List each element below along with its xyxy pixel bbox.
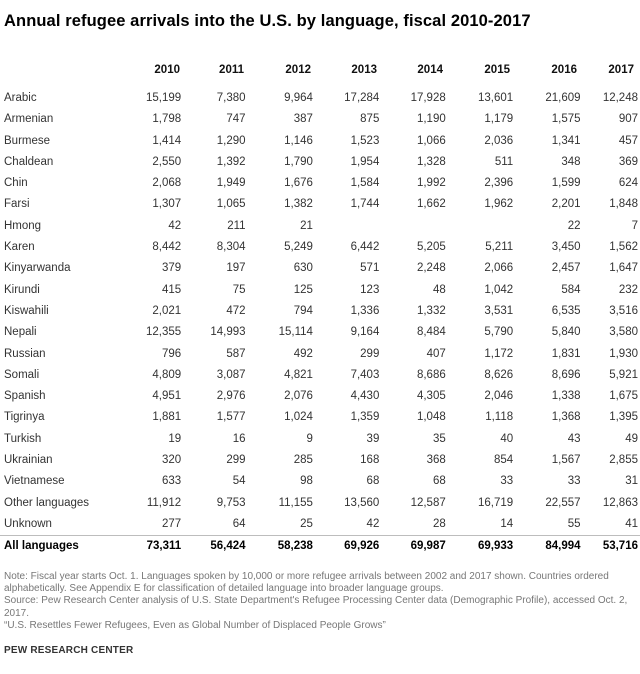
table-cell: 584: [561, 283, 581, 296]
brand-logo-text: PEW RESEARCH CENTER: [4, 645, 134, 656]
table-cell: 1,332: [416, 304, 446, 317]
table-cell: 1,675: [609, 390, 638, 403]
table-cell: 13,560: [344, 496, 380, 509]
table-cell: 1,562: [609, 241, 638, 254]
table-cell: 1,414: [152, 134, 182, 147]
table-cell: 1,848: [609, 198, 638, 211]
table-cell: 1,190: [416, 113, 446, 126]
table-cell: 1,066: [416, 134, 446, 147]
table-cell: 1,584: [350, 177, 380, 190]
column-header-2013: 2013: [351, 64, 377, 76]
table-cell: 9,964: [284, 92, 313, 104]
table-row: [0, 280, 640, 301]
table-cell: 571: [360, 262, 380, 275]
table-cell: 14: [500, 517, 514, 530]
table-cell: 1,954: [350, 155, 380, 168]
table-cell: [448, 216, 515, 237]
table-cell: 15,114: [278, 326, 313, 339]
table-cell: 2,976: [216, 390, 246, 403]
table-cell: 28: [432, 517, 446, 530]
table-row: [0, 258, 640, 279]
table-row: [0, 194, 640, 215]
table-row: [0, 493, 640, 514]
table-cell: 1,341: [551, 134, 581, 147]
row-label: Armenian: [4, 113, 54, 126]
table-cell: 48: [432, 283, 446, 296]
source-text: Source: Pew Research Center analysis of U.S. State Department's Refugee Processing Center data (Demographic Profile), accessed Oct. 2, 2017.: [4, 595, 628, 619]
table-cell: 2,068: [152, 177, 182, 190]
table-cell: 1,307: [152, 198, 182, 211]
table-cell: 123: [360, 283, 380, 296]
table-cell: 197: [226, 262, 246, 275]
table-row: [0, 407, 640, 428]
note-text: Note: Fiscal year starts Oct. 1. Languages spoken by 10,000 or more refugee arrivals between 2002 and 2017 shown. Countries ordered alphabetically. See Appendix E for classification of detailed language into broader language groups.: [4, 571, 609, 595]
table-cell: 13,601: [477, 92, 514, 104]
table-row: [0, 344, 640, 365]
table-row: [0, 365, 640, 386]
table-cell: 12,863: [602, 496, 638, 509]
table-cell: 4,951: [152, 390, 182, 403]
table-cell: 299: [226, 454, 246, 467]
table-cell: 5,840: [551, 326, 581, 339]
table-cell: 1,338: [551, 390, 581, 403]
table-cell: 3,516: [609, 304, 638, 317]
table-cell: 320: [161, 454, 182, 467]
table-row: [0, 386, 640, 407]
table-cell: 796: [161, 347, 182, 360]
table-cell: 2,076: [284, 390, 313, 403]
table-cell: 1,676: [284, 177, 313, 190]
row-label: Hmong: [4, 219, 42, 232]
table-cell: 39: [366, 432, 380, 445]
table-cell: 64: [232, 517, 246, 530]
table-cell: 4,809: [152, 368, 182, 381]
table-cell: 1,172: [484, 347, 514, 360]
table-cell: 9,753: [216, 496, 246, 509]
table-cell: 35: [432, 432, 446, 445]
table-row: [0, 322, 640, 343]
table-cell: 1,290: [216, 134, 246, 147]
table-cell: 407: [426, 347, 446, 360]
table-cell: 1,790: [284, 155, 313, 168]
table-cell: 1,042: [484, 283, 514, 296]
table-cell: 8,626: [484, 368, 514, 381]
table-cell: 7: [631, 219, 638, 232]
column-header-2016: 2016: [551, 64, 577, 76]
table-cell: 387: [293, 113, 313, 126]
table-cell: 21,609: [545, 92, 581, 104]
row-label: Russian: [4, 347, 46, 360]
table-cell: 8,686: [416, 368, 446, 381]
row-label: Burmese: [4, 134, 51, 147]
table-cell: 17,284: [344, 92, 380, 104]
table-cell: 19: [168, 432, 182, 445]
table-cell: 6,442: [350, 241, 380, 254]
table-cell: 7,380: [216, 92, 246, 104]
table-cell: 84,994: [515, 536, 582, 558]
table-row: [0, 237, 640, 258]
row-label: Chaldean: [4, 155, 54, 168]
table-cell: 457: [618, 134, 638, 147]
table-cell: 1,744: [350, 198, 380, 211]
row-label: Farsi: [4, 198, 30, 211]
table-cell: 875: [360, 113, 380, 126]
table-cell: 49: [625, 432, 638, 445]
table-cell: 587: [226, 347, 246, 360]
table-cell: 1,647: [609, 262, 638, 275]
table-cell: 630: [293, 262, 313, 275]
table-cell: 8,304: [216, 241, 246, 254]
table-cell: 2,021: [152, 304, 182, 317]
table-cell: 794: [293, 304, 313, 317]
table-cell: 25: [300, 517, 313, 530]
table-cell: 12,248: [602, 92, 638, 104]
table-cell: 1,962: [484, 198, 514, 211]
table-cell: 5,249: [284, 241, 313, 254]
table-cell: 1,146: [284, 134, 313, 147]
row-label: Unknown: [4, 517, 52, 530]
table-cell: 68: [432, 475, 446, 488]
table-cell: 3,531: [484, 304, 514, 317]
row-label: All languages: [0, 536, 123, 558]
table-cell: 4,430: [350, 390, 380, 403]
table-cell: 55: [567, 517, 581, 530]
table-row: [0, 88, 640, 109]
column-header-2012: 2012: [285, 64, 311, 76]
column-header-2010: 2010: [154, 64, 180, 76]
row-label: Karen: [4, 241, 35, 254]
table-cell: 1,118: [485, 411, 514, 424]
table-cell: 1,382: [284, 198, 313, 211]
table-row: [0, 429, 640, 450]
table-cell: 168: [360, 454, 380, 467]
table-cell: 21: [300, 219, 313, 232]
table-cell: 1,992: [416, 177, 446, 190]
column-header-2015: 2015: [484, 64, 510, 76]
table-cell: 43: [567, 432, 581, 445]
table-cell: 1,881: [152, 411, 182, 424]
table-cell: 1,575: [551, 113, 581, 126]
table-cell: 1,949: [216, 177, 246, 190]
table-cell: 11,155: [278, 496, 313, 509]
table-cell: 8,484: [416, 326, 446, 339]
table-cell: 42: [168, 219, 182, 232]
table-cell: 285: [293, 454, 313, 467]
table-cell: 511: [494, 155, 514, 168]
table-cell: 1,395: [609, 411, 638, 424]
column-header-2014: 2014: [417, 64, 443, 76]
table-cell: 14,993: [210, 326, 246, 339]
table-cell: 1,523: [350, 134, 380, 147]
table-cell: 5,205: [416, 241, 446, 254]
table-cell: 1,930: [609, 347, 638, 360]
table-cell: 3,580: [609, 326, 638, 339]
table-cell: 17,928: [410, 92, 446, 104]
table-cell: 2,201: [551, 198, 581, 211]
table-cell: 3,087: [216, 368, 246, 381]
table-cell: 33: [500, 475, 514, 488]
table-cell: 369: [618, 155, 638, 168]
table-cell: 125: [293, 283, 313, 296]
table-cell: 69,926: [315, 536, 381, 558]
table-row: [0, 152, 640, 173]
table-cell: [381, 216, 447, 237]
table-cell: 2,550: [152, 155, 182, 168]
row-label: Chin: [4, 177, 28, 190]
table-cell: 368: [426, 454, 446, 467]
table-cell: 69,987: [381, 536, 447, 558]
table-cell: 9,164: [350, 326, 380, 339]
table-cell: [315, 216, 381, 237]
table-cell: 2,396: [484, 177, 514, 190]
table-cell: 4,305: [416, 390, 446, 403]
table-cell: 22: [567, 219, 581, 232]
table-cell: 415: [161, 283, 182, 296]
table-cell: 58,238: [248, 536, 315, 558]
row-label: Kinyarwanda: [4, 262, 71, 275]
table-cell: 1,798: [152, 113, 182, 126]
table-cell: 5,921: [609, 368, 638, 381]
column-header-2017: 2017: [608, 64, 634, 76]
table-cell: 299: [360, 347, 380, 360]
table-cell: 379: [161, 262, 182, 275]
table-cell: 2,457: [551, 262, 581, 275]
table-cell: 12,587: [410, 496, 446, 509]
table-cell: 4,821: [284, 368, 313, 381]
table-cell: 6,535: [551, 304, 581, 317]
chart-title: Annual refugee arrivals into the U.S. by language, fiscal 2010-2017: [4, 12, 531, 30]
table-cell: 211: [227, 219, 246, 232]
table-cell: 5,790: [484, 326, 514, 339]
table-cell: 42: [366, 517, 380, 530]
table-cell: 16,719: [477, 496, 514, 509]
table-row: [0, 216, 640, 237]
table-row: [0, 450, 640, 471]
row-label: Nepali: [4, 326, 37, 339]
table-cell: 98: [300, 475, 313, 488]
table-row: [0, 471, 640, 492]
table-cell: 1,662: [416, 198, 446, 211]
table-cell: 1,048: [416, 411, 446, 424]
row-label: Spanish: [4, 390, 46, 403]
total-row: [0, 536, 640, 558]
table-cell: 854: [493, 454, 514, 467]
table-cell: 472: [226, 304, 246, 317]
table-cell: 41: [625, 517, 638, 530]
table-cell: 69,933: [448, 536, 515, 558]
table-cell: 54: [232, 475, 246, 488]
table-cell: 348: [561, 155, 581, 168]
table-cell: 277: [161, 517, 182, 530]
report-title: “U.S. Resettles Fewer Refugees, Even as Global Number of Displaced People Grows”: [4, 619, 386, 631]
table-cell: 2,046: [484, 390, 514, 403]
table-cell: 7,403: [350, 368, 380, 381]
row-label: Other languages: [4, 496, 90, 509]
row-label: Vietnamese: [4, 475, 65, 488]
table-cell: 1,599: [551, 177, 581, 190]
table-cell: 15,199: [145, 92, 182, 104]
table-cell: 56,424: [183, 536, 247, 558]
table-cell: 8,696: [551, 368, 581, 381]
table-cell: 1,336: [350, 304, 380, 317]
table-cell: 33: [567, 475, 581, 488]
row-label: Ukrainian: [4, 454, 53, 467]
table-cell: 31: [625, 475, 638, 488]
column-header-2011: 2011: [219, 64, 244, 76]
table-cell: 492: [293, 347, 313, 360]
table-cell: 53,716: [583, 536, 640, 558]
row-label: Arabic: [4, 92, 37, 104]
table-cell: 2,036: [484, 134, 514, 147]
table-cell: 633: [161, 475, 182, 488]
table-cell: 73,311: [123, 536, 183, 558]
table-cell: 9: [306, 432, 313, 445]
table-cell: 1,567: [551, 454, 581, 467]
table-cell: 75: [232, 283, 246, 296]
row-label: Kirundi: [4, 283, 40, 296]
table-cell: 1,024: [284, 411, 313, 424]
table-cell: 16: [232, 432, 246, 445]
table-cell: 12,355: [145, 326, 182, 339]
row-label: Somali: [4, 368, 40, 381]
data-table: [0, 88, 640, 558]
column-header-row: [0, 64, 640, 80]
table-cell: 3,450: [551, 241, 581, 254]
table-cell: 40: [500, 432, 514, 445]
table-cell: 8,442: [152, 241, 182, 254]
notes-block: [4, 571, 636, 632]
table-row: [0, 514, 640, 536]
table-cell: 1,368: [551, 411, 581, 424]
table-cell: 1,065: [216, 198, 246, 211]
table-cell: 11,912: [146, 496, 182, 509]
table-cell: 1,392: [216, 155, 246, 168]
table-cell: 22,557: [545, 496, 581, 509]
table-row: [0, 301, 640, 322]
row-label: Turkish: [4, 432, 42, 445]
table-cell: 2,248: [416, 262, 446, 275]
table-row: [0, 173, 640, 194]
table-cell: 232: [618, 283, 638, 296]
table-cell: 1,577: [216, 411, 246, 424]
table-cell: 5,211: [485, 241, 514, 254]
table-cell: 2,855: [609, 454, 638, 467]
table-cell: 1,359: [350, 411, 380, 424]
table-row: [0, 131, 640, 152]
table-cell: 68: [366, 475, 380, 488]
table-cell: 624: [618, 177, 638, 190]
row-label: Tigrinya: [4, 411, 45, 424]
table-cell: 1,831: [551, 347, 581, 360]
table-cell: 907: [618, 113, 638, 126]
table-cell: 2,066: [484, 262, 514, 275]
table-cell: 1,179: [484, 113, 514, 126]
table-row: [0, 109, 640, 130]
row-label: Kiswahili: [4, 304, 49, 317]
table-cell: 1,328: [416, 155, 446, 168]
table-cell: 747: [226, 113, 246, 126]
